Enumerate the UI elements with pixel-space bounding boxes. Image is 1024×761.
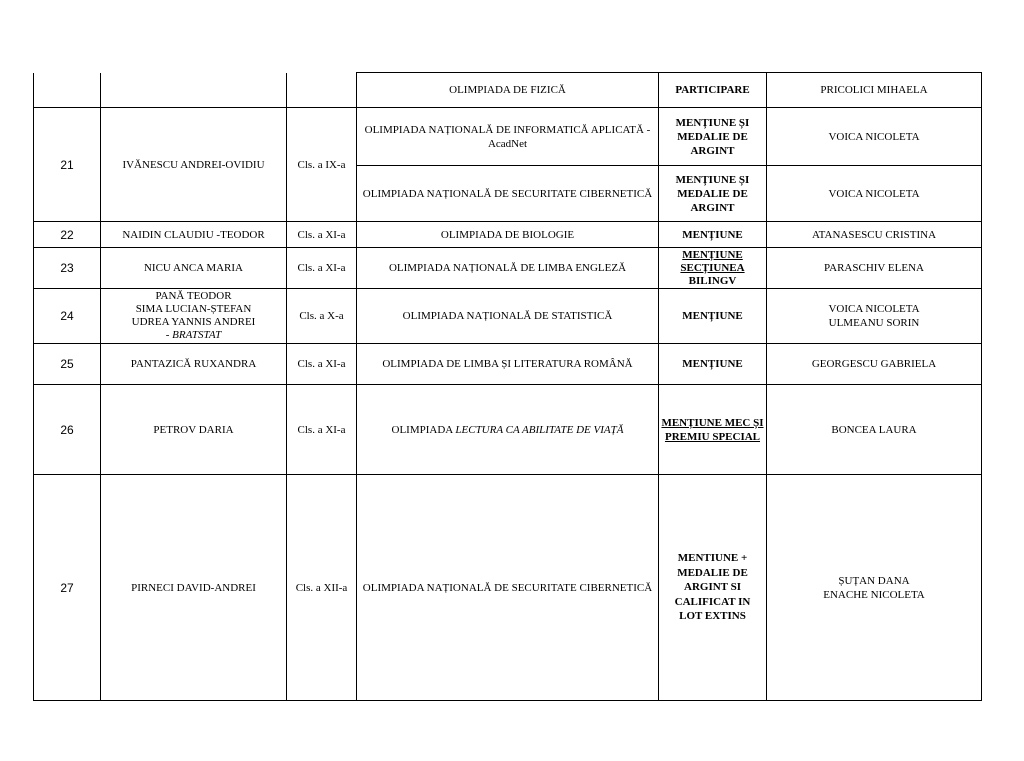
olympiad-cell: [357, 385, 659, 475]
olympiad-cell: OLIMPIADA NAȚIONALĂ DE STATISTICĂ: [357, 289, 659, 344]
teacher-cell: GEORGESCU GABRIELA: [767, 344, 982, 385]
student-name-cell: [101, 289, 287, 344]
olympiad-cell: [357, 108, 659, 166]
class-cell: [287, 73, 357, 108]
student-name-line: SIMA LUCIAN-ȘTEFAN: [135, 303, 252, 315]
team-prefix: -: [165, 329, 170, 341]
result-line: LOT EXTINS: [679, 610, 746, 623]
teacher-line: ENACHE NICOLETA: [823, 588, 925, 601]
row-number-cell: 27: [34, 475, 101, 701]
row-number-cell: 25: [34, 344, 101, 385]
result-line: ARGINT: [690, 201, 735, 214]
teacher-cell: [767, 475, 982, 701]
olympiad-title: LECTURA CA ABILITATE DE VIAȚĂ: [455, 423, 624, 436]
class-cell: Cls. a XI-a: [287, 344, 357, 385]
result-line: MEDALIE DE: [677, 187, 748, 200]
olympiad-line: OLIMPIADA NAȚIONALĂ DE INFORMATICĂ APLICATĂ -: [364, 123, 651, 136]
table-row: [34, 248, 982, 289]
result-line: CALIFICAT IN: [674, 595, 751, 608]
row-number-cell: [34, 73, 101, 108]
row-number-cell: 26: [34, 385, 101, 475]
result-line: SECȚIUNEA: [680, 261, 745, 274]
table-row: [34, 108, 982, 166]
result-cell: [659, 385, 767, 475]
olympiad-cell: OLIMPIADA DE FIZICĂ: [357, 73, 659, 108]
result-line: ARGINT SI: [684, 581, 741, 594]
student-name-cell: PIRNECI DAVID-ANDREI: [101, 475, 287, 701]
result-line: PREMIU SPECIAL: [664, 430, 761, 443]
class-cell: Cls. a XII-a: [287, 475, 357, 701]
row-number-cell: 21: [34, 108, 101, 222]
teacher-cell: PRICOLICI MIHAELA: [767, 73, 982, 108]
teacher-line: ȘUȚAN DANA: [838, 574, 910, 587]
result-line: BILINGV: [688, 274, 737, 287]
team-name: BRATSTAT: [172, 329, 222, 341]
olympiad-line: AcadNet: [487, 137, 528, 150]
student-name-line: UDREA YANNIS ANDREI: [131, 316, 256, 328]
table-row: [34, 344, 982, 385]
student-name-cell: NICU ANCA MARIA: [101, 248, 287, 289]
result-cell: MENȚIUNE: [659, 344, 767, 385]
result-line: MENȚIUNE: [682, 248, 743, 261]
olympiad-cell: OLIMPIADA NAȚIONALĂ DE SECURITATE CIBERNETICĂ: [357, 166, 659, 222]
olympiad-cell: OLIMPIADA DE LIMBA ȘI LITERATURA ROMÂNĂ: [357, 344, 659, 385]
result-line: MEDALIE DE: [677, 566, 748, 579]
olympiad-cell: OLIMPIADA NAȚIONALĂ DE LIMBA ENGLEZĂ: [357, 248, 659, 289]
result-cell: MENȚIUNE: [659, 222, 767, 248]
student-name-cell: [101, 73, 287, 108]
table-row: [34, 385, 982, 475]
class-cell: Cls. a XI-a: [287, 385, 357, 475]
olympiad-cell: OLIMPIADA NAȚIONALĂ DE SECURITATE CIBERNETICĂ: [357, 475, 659, 701]
teacher-line: ULMEANU SORIN: [828, 317, 920, 329]
class-cell: Cls. a IX-a: [287, 108, 357, 222]
table-row: [34, 222, 982, 248]
class-cell: Cls. a XI-a: [287, 222, 357, 248]
teacher-cell: VOICA NICOLETA: [767, 166, 982, 222]
row-number-cell: 22: [34, 222, 101, 248]
result-cell: [659, 475, 767, 701]
result-line: ARGINT: [690, 144, 735, 157]
result-line: MENȚIUNE ȘI: [675, 173, 750, 186]
result-cell: MENȚIUNE: [659, 289, 767, 344]
teacher-cell: ATANASESCU CRISTINA: [767, 222, 982, 248]
result-cell: [659, 248, 767, 289]
result-line: MENȚIUNE MEC ȘI: [661, 416, 764, 429]
table-row: [34, 475, 982, 701]
result-cell: [659, 108, 767, 166]
result-cell: [659, 166, 767, 222]
olympiad-prefix: OLIMPIADA: [391, 423, 453, 436]
teacher-cell: PARASCHIV ELENA: [767, 248, 982, 289]
student-name-cell: IVĂNESCU ANDREI-OVIDIU: [101, 108, 287, 222]
result-cell: PARTICIPARE: [659, 73, 767, 108]
result-line: MENTIUNE +: [677, 552, 748, 565]
row-number-cell: 24: [34, 289, 101, 344]
class-cell: Cls. a X-a: [287, 289, 357, 344]
teacher-cell: BONCEA LAURA: [767, 385, 982, 475]
result-line: MENȚIUNE ȘI: [675, 116, 750, 129]
teacher-line: VOICA NICOLETA: [828, 303, 920, 315]
class-cell: Cls. a XI-a: [287, 248, 357, 289]
teacher-cell: VOICA NICOLETA: [767, 108, 982, 166]
result-line: MEDALIE DE: [677, 130, 748, 143]
student-name-cell: NAIDIN CLAUDIU -TEODOR: [101, 222, 287, 248]
student-name-cell: PANTAZICĂ RUXANDRA: [101, 344, 287, 385]
teacher-cell: [767, 289, 982, 344]
row-number-cell: 23: [34, 248, 101, 289]
olympiad-cell: OLIMPIADA DE BIOLOGIE: [357, 222, 659, 248]
table-row: [34, 73, 982, 108]
student-name-line: PANĂ TEODOR: [155, 290, 232, 302]
awards-table: [33, 72, 982, 701]
team-name-line: [104, 329, 283, 342]
student-name-cell: PETROV DARIA: [101, 385, 287, 475]
table-row: [34, 289, 982, 344]
